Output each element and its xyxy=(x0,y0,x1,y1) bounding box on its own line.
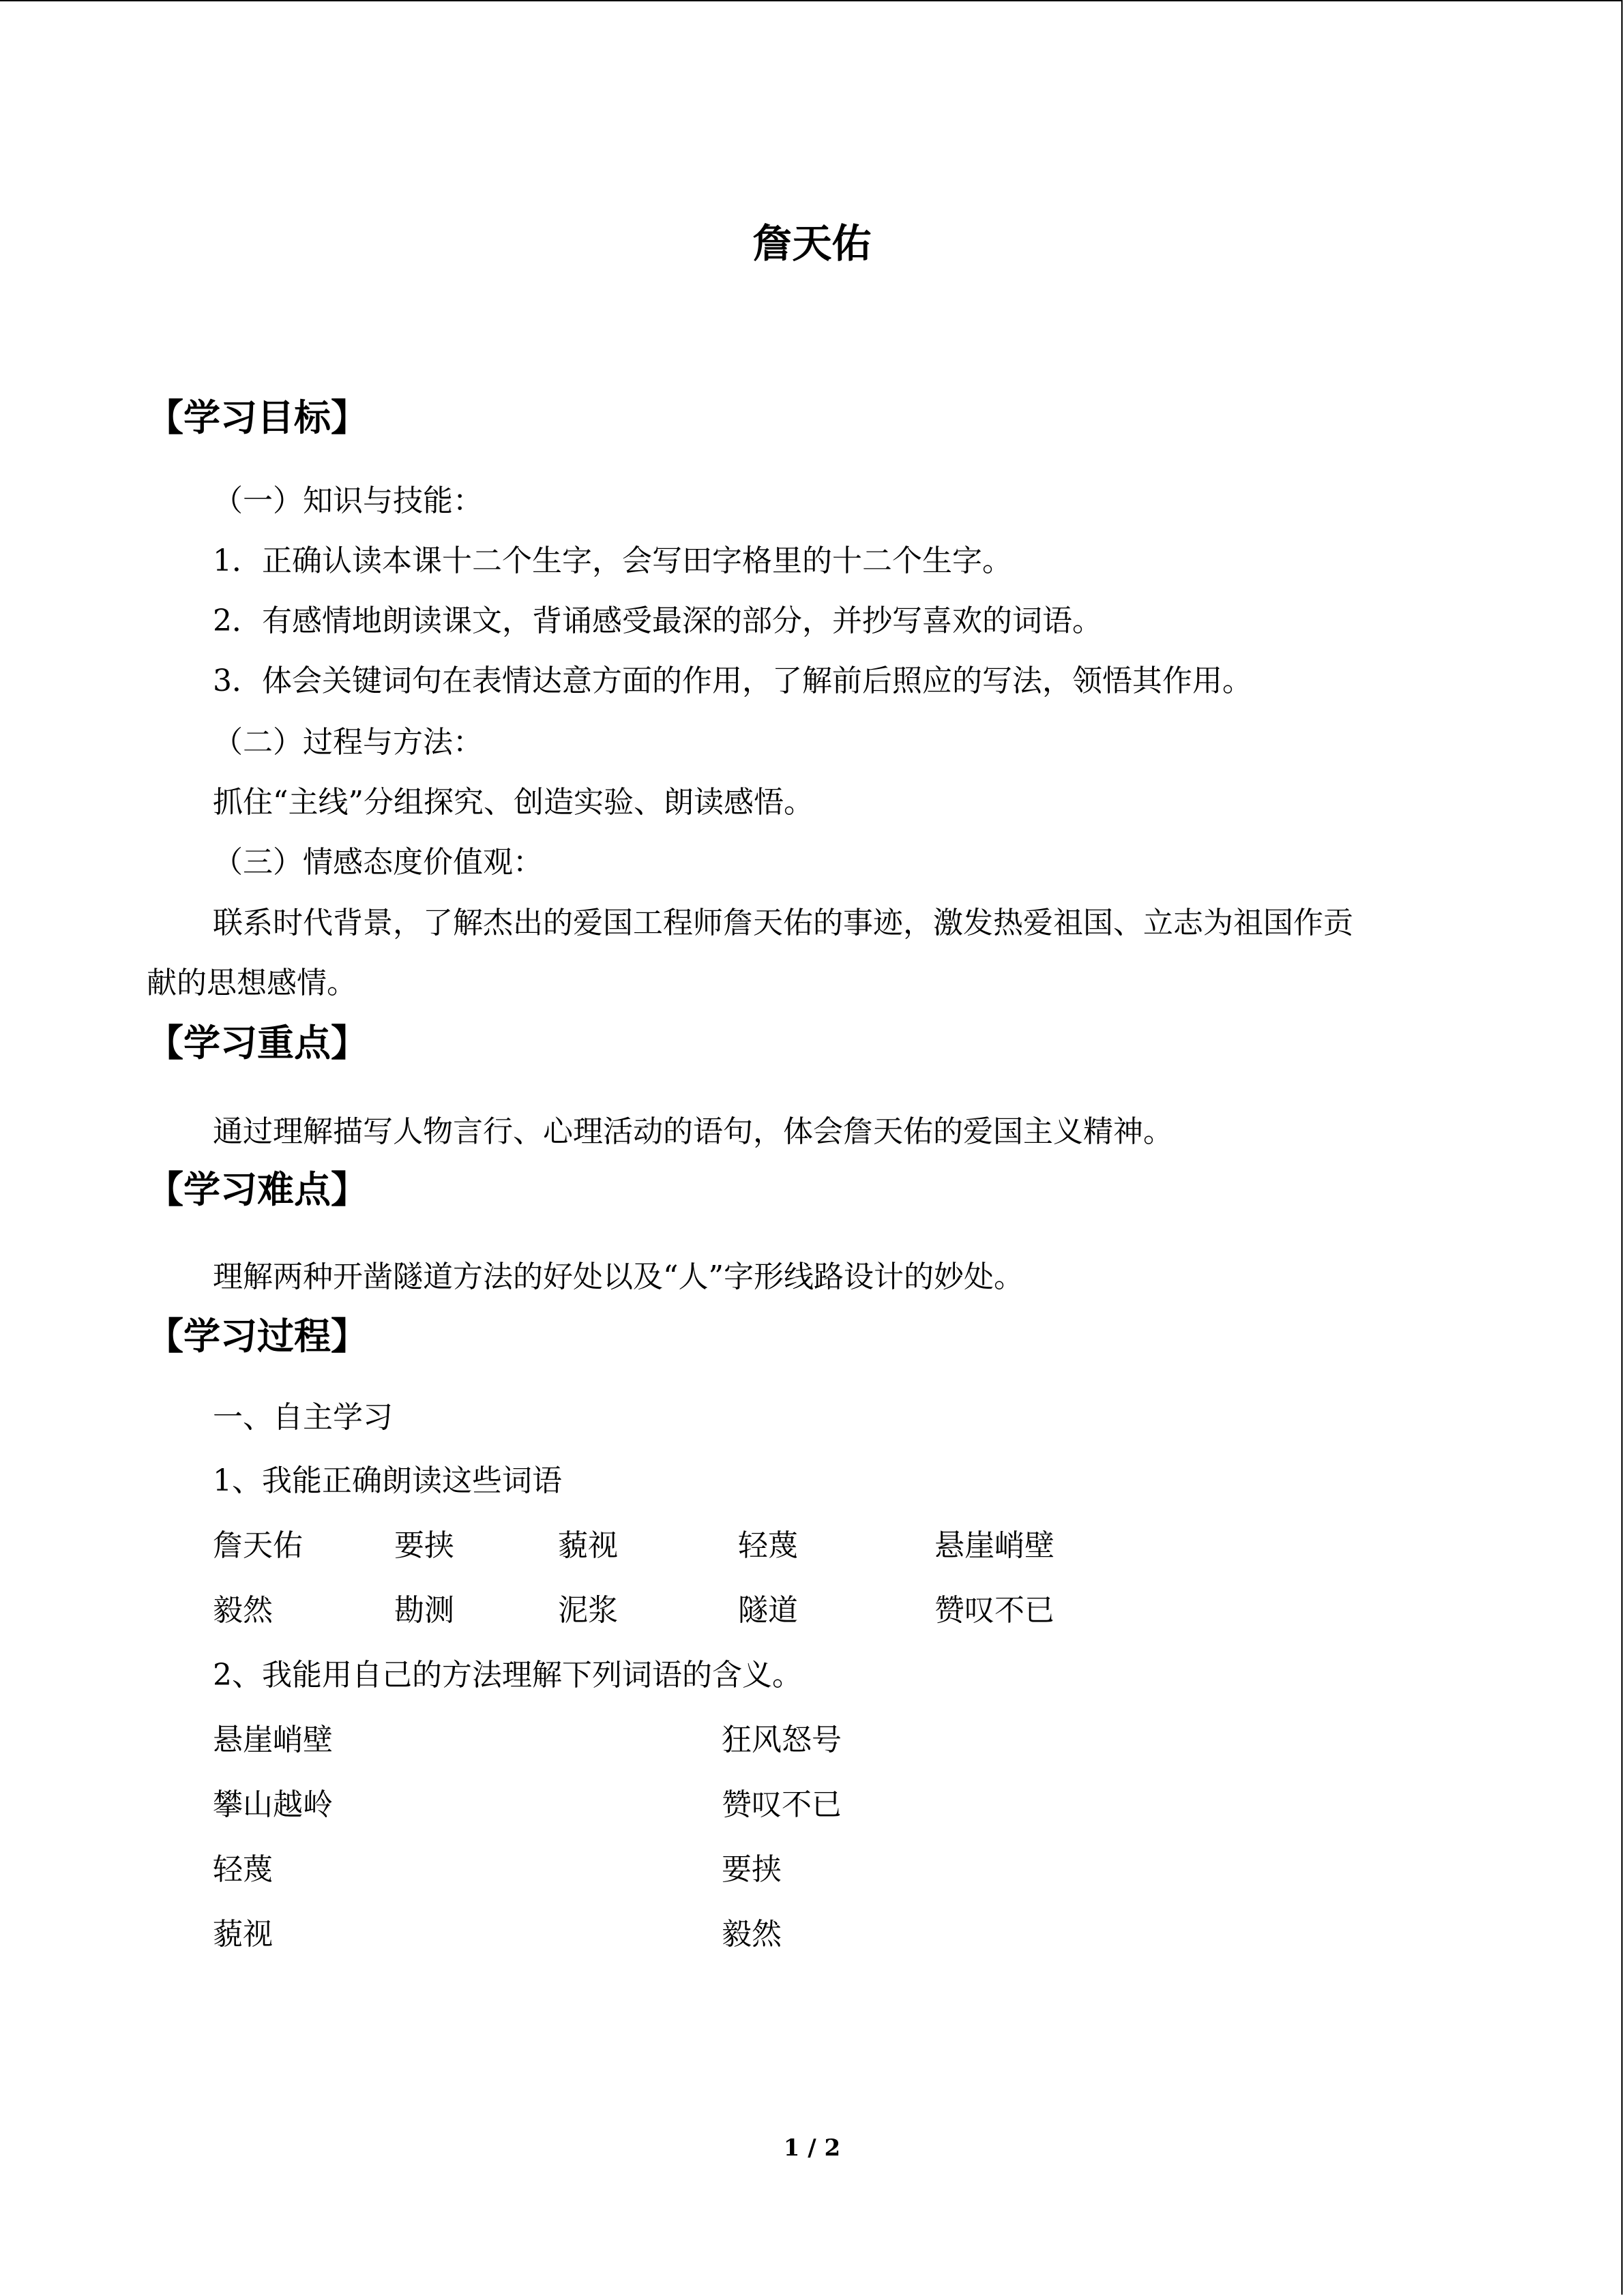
vocab-word: 勘测 xyxy=(394,1593,454,1628)
vocab-word: 悬崖峭壁 xyxy=(934,1528,1054,1563)
objective-line: （二）过程与方法： xyxy=(213,725,483,760)
objective-line: （一）知识与技能： xyxy=(213,483,483,518)
question-2: 2、我能用自己的方法理解下列词语的含义。 xyxy=(213,1658,802,1693)
document-title: 詹天佑 xyxy=(752,220,872,267)
objective-line: 2．有感情地朗读课文，背诵感受最深的部分，并抄写喜欢的词语。 xyxy=(213,603,1102,638)
page-number: 1 / 2 xyxy=(783,2134,841,2162)
question-1: 1、我能正确朗读这些词语 xyxy=(213,1463,562,1498)
vocab-word: 轻蔑 xyxy=(738,1528,798,1563)
vocab-word: 毅然 xyxy=(213,1593,273,1628)
meaning-word: 狂风怒号 xyxy=(722,1723,842,1757)
heading-process: 【学习过程】 xyxy=(147,1315,368,1358)
objective-line: 联系时代背景，了解杰出的爱国工程师詹天佑的事迹，激发热爱祖国、立志为祖国作贡 xyxy=(213,906,1353,940)
heading-objectives: 【学习目标】 xyxy=(147,396,368,439)
vocab-word: 詹天佑 xyxy=(213,1528,303,1563)
meaning-word: 要挟 xyxy=(722,1852,782,1887)
key-points-text: 通过理解描写人物言行、心理活动的语句，体会詹天佑的爱国主义精神。 xyxy=(213,1114,1173,1149)
vocab-word: 泥浆 xyxy=(558,1593,618,1628)
vocab-word: 藐视 xyxy=(558,1528,618,1563)
difficulties-text: 理解两种开凿隧道方法的好处以及“人”字形线路设计的妙处。 xyxy=(213,1259,1024,1294)
meaning-word: 攀山越岭 xyxy=(213,1787,333,1822)
vocab-word: 隧道 xyxy=(738,1593,798,1628)
objective-line: （三）情感态度价值观： xyxy=(213,845,543,880)
meaning-word: 悬崖峭壁 xyxy=(213,1723,333,1757)
objective-line: 献的思想感情。 xyxy=(147,966,357,1000)
vocab-word: 要挟 xyxy=(394,1528,454,1563)
meaning-word: 藐视 xyxy=(213,1917,273,1952)
objective-line: 3．体会关键词句在表情达意方面的作用，了解前后照应的写法，领悟其作用。 xyxy=(213,664,1252,698)
vocab-word: 赞叹不已 xyxy=(934,1593,1054,1628)
heading-difficulties: 【学习难点】 xyxy=(147,1168,368,1211)
objective-line: 抓住“主线”分组探究、创造实验、朗读感悟。 xyxy=(213,785,814,820)
heading-key-points: 【学习重点】 xyxy=(147,1022,368,1064)
objective-line: 1．正确认读本课十二个生字，会写田字格里的十二个生字。 xyxy=(213,543,1012,578)
meaning-word: 轻蔑 xyxy=(213,1852,273,1887)
process-subheading: 一、自主学习 xyxy=(213,1400,393,1435)
meaning-word: 赞叹不已 xyxy=(722,1787,842,1822)
meaning-word: 毅然 xyxy=(722,1917,782,1952)
